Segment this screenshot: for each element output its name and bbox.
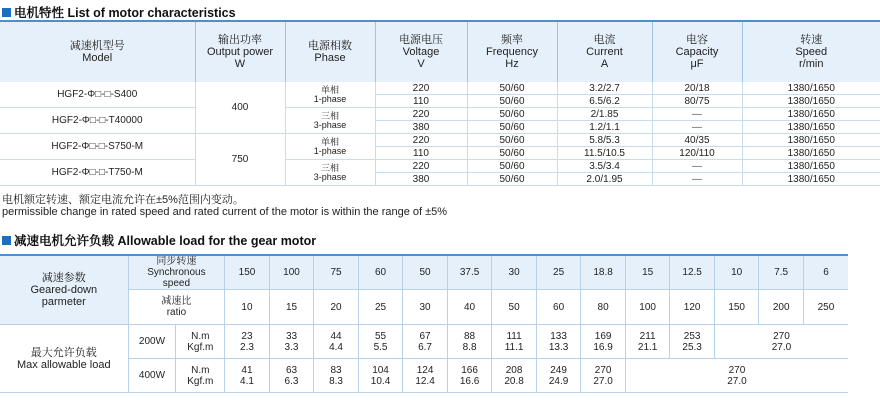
load-cell: 249 24.9 [536,359,581,393]
current-cell: 2.0/1.95 [557,173,652,186]
sync-speed-row [0,255,848,290]
load-cell: 83 8.3 [314,359,359,393]
load-cell: 211 21.1 [625,325,670,359]
ratio-cell: 60 [536,290,581,325]
load-cell: 166 16.6 [447,359,492,393]
motor-characteristics-table [0,20,880,186]
sync-speed-cell: 18.8 [581,255,626,290]
current-cell: 3.2/2.7 [557,82,652,95]
voltage-cell: 220 [375,160,467,173]
ratio-cell: 250 [803,290,848,325]
header-capacity: 电容 Capacity μF [652,21,742,82]
load-cell: 63 6.3 [269,359,314,393]
header-current: 电流 Current A [557,21,652,82]
sync-speed-cell: 50 [403,255,448,290]
sync-speed-cell: 25 [536,255,581,290]
power-400w: 400W [128,359,176,393]
section-marker-icon [2,8,11,17]
ratio-cell: 50 [492,290,537,325]
load-cell: 67 6.7 [403,325,448,359]
sync-speed-cell: 37.5 [447,255,492,290]
load-200w-row [0,325,848,359]
load-cell: 104 10.4 [358,359,403,393]
ratio-cell: 200 [759,290,804,325]
motor-characteristics-title [2,3,236,21]
load-400w-row [0,359,848,393]
frequency-cell: 50/60 [467,82,557,95]
capacity-cell: 80/75 [652,95,742,108]
load-cell: 44 4.4 [314,325,359,359]
table-row [0,160,880,173]
ratio-cell: 150 [714,290,759,325]
section-marker-icon [2,236,11,245]
load-cell: 33 3.3 [269,325,314,359]
ratio-cell: 100 [625,290,670,325]
header-speed: 转速 Speed r/min [742,21,880,82]
header-frequency: 频率 Frequency Hz [467,21,557,82]
load-cell: 55 5.5 [358,325,403,359]
header-phase: 电源相数 Phase [285,21,375,82]
load-cell: 270 27.0 [581,359,626,393]
frequency-cell: 50/60 [467,95,557,108]
power-200w: 200W [128,325,176,359]
sync-speed-cell: 7.5 [759,255,804,290]
sync-speed-cell: 75 [314,255,359,290]
ratio-cell: 80 [581,290,626,325]
power-cell: 750 [195,134,285,186]
speed-cell: 1380/1650 [742,108,880,121]
current-cell: 1.2/1.1 [557,121,652,134]
load-cell: 124 12.4 [403,359,448,393]
frequency-cell: 50/60 [467,121,557,134]
frequency-cell: 50/60 [467,147,557,160]
frequency-cell: 50/60 [467,173,557,186]
speed-cell: 1380/1650 [742,134,880,147]
voltage-cell: 220 [375,134,467,147]
capacity-cell: — [652,108,742,121]
table-row [0,108,880,121]
header-power: 输出功率 Output power W [195,21,285,82]
load-cell: 208 20.8 [492,359,537,393]
sync-speed-cell: 6 [803,255,848,290]
speed-cell: 1380/1650 [742,173,880,186]
current-cell: 6.5/6.2 [557,95,652,108]
load-cell: 111 11.1 [492,325,537,359]
ratio-cell: 25 [358,290,403,325]
phase-cell: 三相 3-phase [285,160,375,186]
sync-speed-cell: 10 [714,255,759,290]
ratio-row [0,290,848,325]
capacity-cell: 40/35 [652,134,742,147]
ratio-cell: 30 [403,290,448,325]
allowable-load-table [0,254,848,393]
capacity-cell: 20/18 [652,82,742,95]
motor-title-text: 电机特性 List of motor characteristics [14,6,236,20]
table-row [0,82,880,95]
ratio-header: 减速比 ratio [128,290,225,325]
voltage-cell: 380 [375,121,467,134]
sync-speed-cell: 12.5 [670,255,715,290]
note-chinese: 电机额定转速、额定电流允许在±5%范围内变动。 [2,194,244,206]
load-cell: 253 25.3 [670,325,715,359]
capacity-cell: — [652,173,742,186]
ratio-cell: 10 [225,290,270,325]
phase-cell: 三相 3-phase [285,108,375,134]
header-model: 减速机型号 Model [0,21,195,82]
load-cell-merged: 270 27.0 [625,359,848,393]
sync-speed-cell: 100 [269,255,314,290]
current-cell: 2/1.85 [557,108,652,121]
header-voltage: 电源电压 Voltage V [375,21,467,82]
voltage-cell: 220 [375,108,467,121]
current-cell: 3.5/3.4 [557,160,652,173]
load-cell-merged: 270 27.0 [714,325,848,359]
sync-speed-header: 同步转速 Synchronous speed [128,255,225,290]
note-english: permissible change in rated speed and rated current of the motor is within the range of ±5% [2,206,448,218]
sync-speed-cell: 150 [225,255,270,290]
frequency-cell: 50/60 [467,134,557,147]
unit-cell: N.m Kgf.m [176,359,225,393]
capacity-cell: 120/110 [652,147,742,160]
sync-speed-cell: 60 [358,255,403,290]
current-cell: 11.5/10.5 [557,147,652,160]
voltage-cell: 220 [375,82,467,95]
sync-speed-cell: 15 [625,255,670,290]
speed-cell: 1380/1650 [742,147,880,160]
model-cell: HGF2-Φ□-□-T750-M [0,160,195,186]
load-title-text: 减速电机允许负载 Allowable load for the gear motor [14,234,317,248]
speed-cell: 1380/1650 [742,95,880,108]
power-cell: 400 [195,82,285,134]
capacity-cell: — [652,121,742,134]
voltage-cell: 110 [375,95,467,108]
speed-cell: 1380/1650 [742,121,880,134]
ratio-cell: 20 [314,290,359,325]
ratio-cell: 120 [670,290,715,325]
load-cell: 41 4.1 [225,359,270,393]
allowable-load-title [2,231,316,249]
motor-table-header [0,21,880,82]
voltage-cell: 380 [375,173,467,186]
load-cell: 133 13.3 [536,325,581,359]
current-cell: 5.8/5.3 [557,134,652,147]
model-cell: HGF2-Φ□-□-S750-M [0,134,195,160]
load-cell: 88 8.8 [447,325,492,359]
load-cell: 169 16.9 [581,325,626,359]
model-cell: HGF2-Φ□-□-S400 [0,82,195,108]
sync-speed-cell: 30 [492,255,537,290]
param-header: 减速参数 Geared-down parmeter [0,255,128,325]
speed-cell: 1380/1650 [742,82,880,95]
model-cell: HGF2-Φ□-□-T40000 [0,108,195,134]
capacity-cell: — [652,160,742,173]
phase-cell: 单相 1-phase [285,134,375,160]
voltage-cell: 110 [375,147,467,160]
unit-cell: N.m Kgf.m [176,325,225,359]
frequency-cell: 50/60 [467,108,557,121]
ratio-cell: 40 [447,290,492,325]
frequency-cell: 50/60 [467,160,557,173]
max-load-header: 最大允许负载 Max allowable load [0,325,128,393]
table-row [0,134,880,147]
ratio-cell: 15 [269,290,314,325]
load-cell: 23 2.3 [225,325,270,359]
speed-cell: 1380/1650 [742,160,880,173]
phase-cell: 单相 1-phase [285,82,375,108]
